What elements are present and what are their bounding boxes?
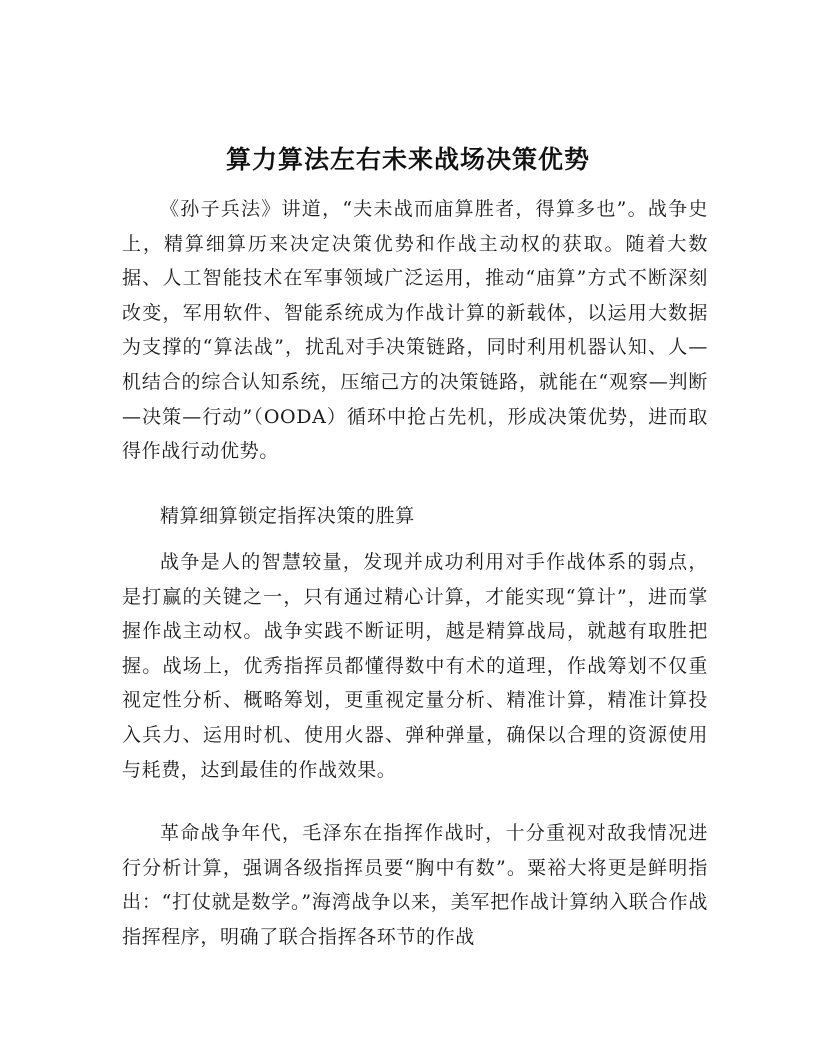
paragraph-text: 战争是人的智慧较量，发现并成功利用对手作战体系的弱点，是打赢的关键之一，只有通过精心计算，才能实现“算计”，进而掌握作战主动权。战争实践不断证明，越是精算战局，就越有取胜把握。战场上，优秀指挥员都懂得数中有术的道理，作战筹划不仅重视定性分析、概略筹划，更重视定量分析、精准计算，精准计算投入兵力、运用时机、使用火器、弹种弹量，确保以合理的资源使用与耗费，达到最佳的作战效果。 [122,551,708,781]
body-paragraph-calculation [122,545,708,787]
section-heading: 精算细算锁定指挥决策的胜算 [160,505,415,527]
document-title: 算力算法左右未来战场决策优势 [225,145,590,174]
section-heading-block [122,499,708,534]
body-paragraph-intro [122,192,708,469]
paragraph-text: 革命战争年代，毛泽东在指挥作战时，十分重视对敌我情况进行分析计算，强调各级指挥员要“胸中有数”。粟裕大将更是鲜明指出：“打仗就是数学。”海湾战争以来，美军把作战计算纳入联合作战指挥程序，明确了联合指挥各环节的作战 [122,822,708,948]
body-paragraph-history [122,816,708,954]
paragraph-text: 《孙子兵法》讲道，“夫未战而庙算胜者，得算多也”。战争史上，精算细算历来决定决策优势和作战主动权的获取。随着大数据、人工智能技术在军事领域广泛运用，推动“庙算”方式不断深刻改变，军用软件、智能系统成为作战计算的新载体，以运用大数据为支撑的“算法战”，扰乱对手决策链路，同时利用机器认知、人—机结合的综合认知系统，压缩己方的决策链路，就能在“观察—判断—决策—行动”（OODA）循环中抢占先机，形成决策优势，进而取得作战行动优势。 [122,198,708,463]
